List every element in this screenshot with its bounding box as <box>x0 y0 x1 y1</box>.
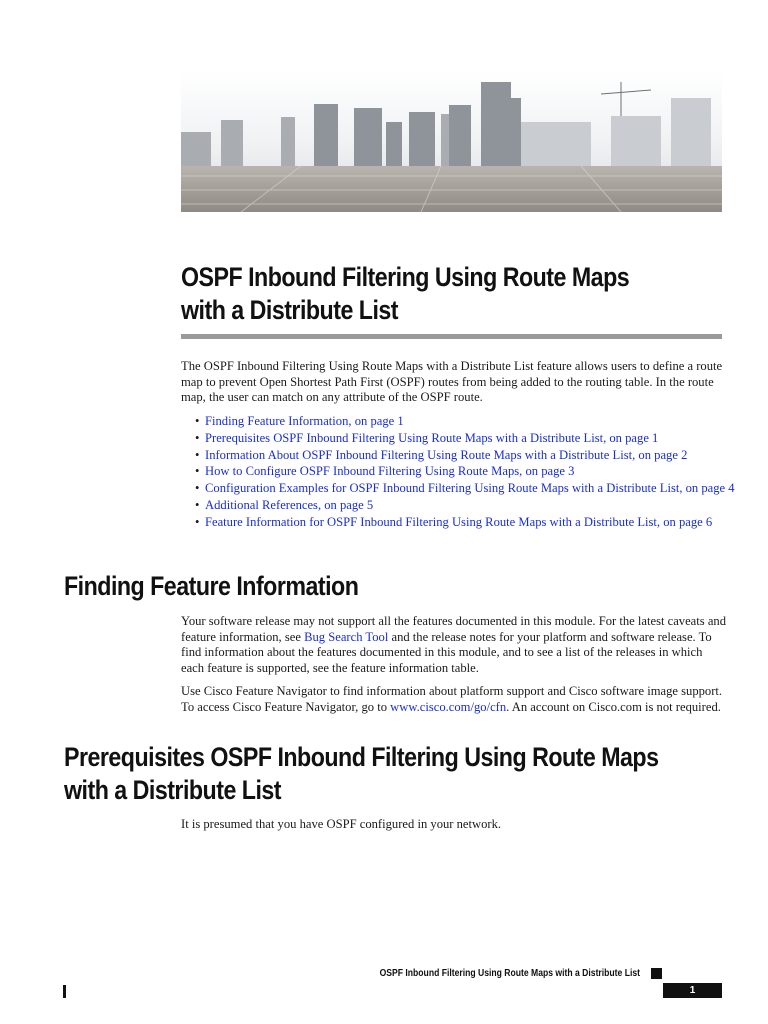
toc-link-finding-feature-information[interactable]: Finding Feature Information, on page 1 <box>205 414 404 428</box>
toc-item: • Finding Feature Information, on page 1 <box>195 414 404 428</box>
toc-link-additional-references[interactable]: Additional References, on page 5 <box>205 497 374 512</box>
text-run: Use Cisco Feature Navigator to find information about platform support and Cisco software image support. To access Cisco Feature Navigator, go to <box>181 684 723 714</box>
text-run: and the release notes for your platform and software release. To find information about the features documented in this module, and to see a list of the releases in which each feature is supported, see the feature information table. <box>181 629 712 675</box>
hero-banner-image <box>181 72 722 212</box>
footer-left-marker <box>63 985 66 998</box>
toc-link-prerequisites[interactable]: Prerequisites OSPF Inbound Filtering Using Route Maps with a Distribute List, on page 1 <box>205 430 659 445</box>
toc-link-how-to-configure[interactable]: How to Configure OSPF Inbound Filtering Using Route Maps, on page 3 <box>205 464 575 479</box>
toc-link-feature-information-table[interactable]: Feature Information for OSPF Inbound Filtering Using Route Maps with a Distribute List, on page 6 <box>205 514 713 529</box>
footer-marker <box>651 968 662 979</box>
toc-link-information-about[interactable]: Information About OSPF Inbound Filtering Using Route Maps with a Distribute List, on page 2 <box>205 447 688 462</box>
title-divider <box>181 334 722 339</box>
toc-item: • Feature Information for OSPF Inbound Filtering Using Route Maps with a Distribute List, on page 6 <box>195 514 713 529</box>
chapter-title: OSPF Inbound Filtering Using Route Maps with a Distribute List <box>181 262 630 325</box>
bug-search-tool-link[interactable]: Bug Search Tool <box>304 629 389 644</box>
toc-item: • Configuration Examples for OSPF Inbound Filtering Using Route Maps with a Distribute List, on page 4 <box>195 481 735 496</box>
text-run: . An account on Cisco.com is not required. <box>506 699 721 714</box>
cisco-feature-navigator-link[interactable]: www.cisco.com/go/cfn <box>390 699 507 714</box>
toc-item: • Additional References, on page 5 <box>195 497 374 512</box>
toc-item: • Information About OSPF Inbound Filtering Using Route Maps with a Distribute List, on page 2 <box>195 447 688 462</box>
table-of-contents <box>195 413 735 531</box>
prerequisites-paragraph: It is presumed that you have OSPF configured in your network. <box>181 817 502 831</box>
section-heading-prerequisites: Prerequisites OSPF Inbound Filtering Using Route Maps with a Distribute List <box>64 742 659 805</box>
section-heading-finding-feature-information: Finding Feature Information <box>64 571 359 601</box>
finding-paragraph-2 <box>181 684 726 715</box>
intro-paragraph: The OSPF Inbound Filtering Using Route Maps with a Distribute List feature allows users to define a route map to prevent Open Shortest Path First (OSPF) routes from being added to the routing table. In the route map, the user can match on any attribute of the OSPF route. <box>181 359 723 404</box>
toc-item: • How to Configure OSPF Inbound Filtering Using Route Maps, on page 3 <box>195 464 575 479</box>
finding-paragraph-1 <box>181 614 726 676</box>
page-number: 1 <box>663 983 722 998</box>
footer-document-title: OSPF Inbound Filtering Using Route Maps with a Distribute List <box>379 968 640 979</box>
text-run: Your software release may not support all the features documented in this module. For the latest caveats and feature information, see <box>181 614 726 644</box>
city-skyline-banner <box>181 72 722 212</box>
toc-item: • Prerequisites OSPF Inbound Filtering Using Route Maps with a Distribute List, on page 1 <box>195 430 659 445</box>
toc-link-configuration-examples[interactable]: Configuration Examples for OSPF Inbound Filtering Using Route Maps with a Distribute List, on page 4 <box>205 481 735 496</box>
